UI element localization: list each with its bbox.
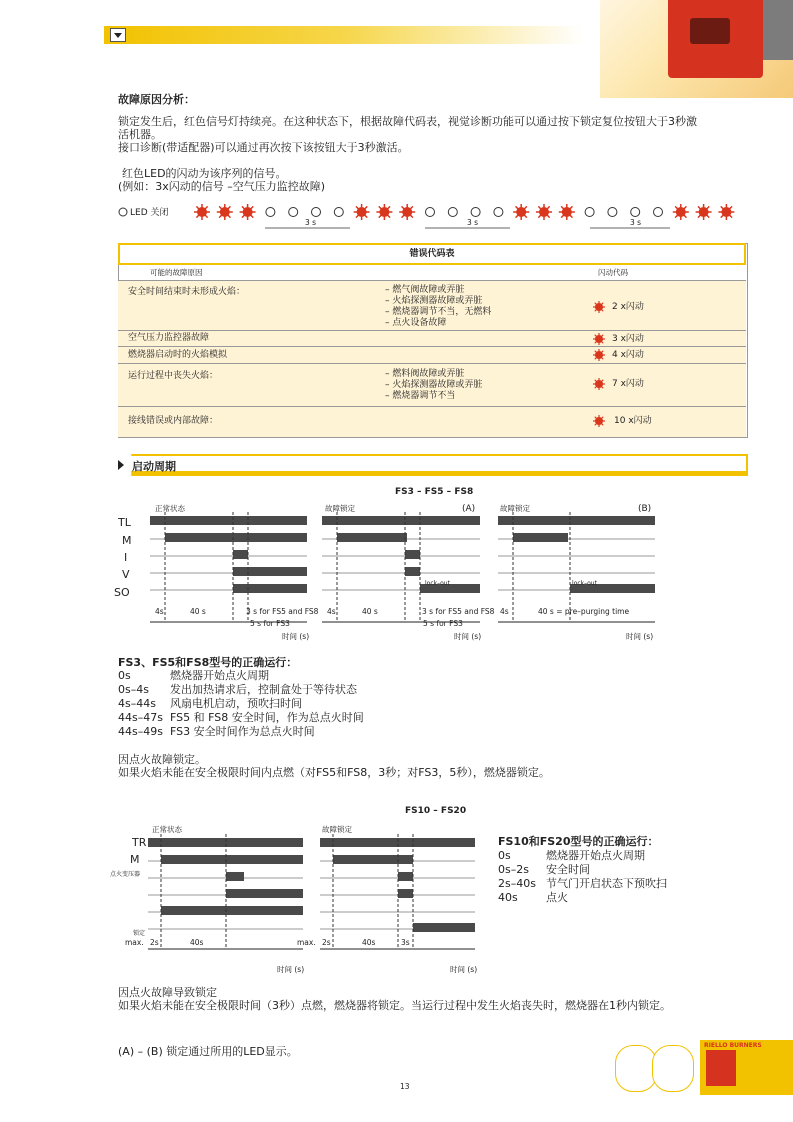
led-flash-icon	[536, 204, 552, 220]
list-item	[498, 849, 758, 863]
decor-bubble	[652, 1045, 694, 1092]
table-row	[118, 330, 746, 347]
list-time: 0s	[498, 849, 511, 862]
fs3-list	[118, 669, 518, 739]
col-code: 闪动代码	[598, 268, 628, 277]
timing-diagram-3	[320, 834, 490, 954]
row-label-m2: M	[130, 853, 140, 866]
panel-label: 正常状态	[152, 825, 182, 834]
section-bar-inner	[128, 456, 746, 471]
row-cause: 接线错误或内部故障：	[128, 416, 219, 426]
time-40s: 40 s	[190, 607, 206, 616]
row-detail: – 燃烧器调节不当	[385, 391, 456, 401]
led-flash-icon	[593, 301, 605, 313]
row-code: 10 x闪动	[614, 416, 652, 426]
timing-diagram-2	[148, 834, 318, 954]
fs10-title: FS10和FS20型号的正确运行：	[498, 835, 659, 848]
led-off-label: LED 关闭	[130, 208, 169, 218]
list-item	[118, 697, 518, 711]
list-item	[118, 683, 518, 697]
lockout-label: lock–out	[425, 580, 450, 587]
time-40s-pre: 40 s = pre–purging time	[538, 607, 630, 616]
led-off-icon	[289, 208, 298, 217]
lockout-label: lock–out	[572, 580, 597, 587]
timing-diagram-1	[150, 512, 660, 637]
panel-label: 正常状态	[155, 504, 185, 513]
fault-analysis-para2-l1: 红色LED的闪动为该序列的信号。	[122, 167, 287, 180]
list-desc: FS5 和 FS8 安全时间，作为总点火时间	[170, 711, 364, 724]
led-off-icon	[608, 208, 617, 217]
list-time: 44s–49s	[118, 725, 163, 738]
led-off-icon	[448, 208, 457, 217]
led-off-icon	[585, 208, 594, 217]
led-off-icon	[334, 208, 343, 217]
time-4s: 4s	[155, 607, 164, 616]
led-flash-icon	[593, 378, 605, 390]
row-label-lockout: 锁定	[133, 930, 146, 937]
footnote: (A) – (B) 锁定通过所用的LED显示。	[118, 1045, 298, 1058]
time-axis: 时间 (s)	[450, 965, 478, 974]
error-table-title: 错误代码表	[409, 249, 455, 259]
list-desc: FS3 安全时间作为总点火时间	[170, 725, 315, 738]
panel-label: 故障锁定	[500, 504, 530, 513]
lockout2-text: 如果火焰未能在安全极限时间（3秒）点燃，燃烧器将锁定。当运行过程中发生火焰丧失时，燃烧器在1秒内锁定。	[118, 999, 671, 1012]
d2-max: max.	[125, 938, 144, 947]
diagram1-title: FS3 – FS5 – FS8	[395, 487, 474, 497]
list-time: 0s–2s	[498, 863, 529, 876]
led-off-icon	[494, 208, 503, 217]
time-axis: 时间 (s)	[454, 632, 482, 641]
lockout-title: 因点火故障锁定。	[118, 753, 206, 766]
row-detail: – 燃气阀故障或弄脏	[385, 285, 465, 295]
interval-label-1: 3 s	[305, 218, 317, 227]
led-flash-icon	[240, 204, 256, 220]
time-axis: 时间 (s)	[277, 965, 305, 974]
fs3-title: FS3、FS5和FS8型号的正确运行：	[118, 656, 298, 669]
time-3s-note: 3 s for FS5 and FS8	[246, 607, 319, 616]
section-title: 启动周期	[132, 460, 176, 473]
list-item	[498, 891, 758, 905]
list-time: 40s	[498, 891, 518, 904]
list-item	[498, 863, 758, 877]
diagram2-title: FS10 – FS20	[405, 806, 467, 816]
led-flash-icon	[673, 204, 689, 220]
list-desc: 安全时间	[546, 863, 590, 876]
code-star-icons	[590, 280, 610, 440]
led-flash-icon	[593, 415, 605, 427]
list-time: 44s–47s	[118, 711, 163, 724]
row-label-tl: TL	[118, 516, 131, 529]
list-item	[118, 669, 518, 683]
led-flash-icon	[354, 204, 370, 220]
list-time: 0s	[118, 669, 131, 682]
time-5s-note: 5 s for FS3	[250, 619, 290, 628]
row-code: 4 x闪动	[612, 350, 644, 360]
list-desc: 燃烧器开始点火周期	[546, 849, 645, 862]
led-off-icon	[654, 208, 663, 217]
led-flash-icon	[399, 204, 415, 220]
header-bar	[104, 26, 584, 44]
row-cause: 运行过程中丧失火焰：	[128, 371, 219, 381]
section-arrow-icon	[118, 460, 124, 470]
d2-2s: 2s	[150, 938, 159, 947]
time-4s: 4s	[327, 607, 336, 616]
d2-40s: 40s	[362, 938, 376, 947]
row-code: 2 x闪动	[612, 302, 644, 312]
led-flash-icon	[718, 204, 734, 220]
col-cause: 可能的故障原因	[150, 268, 203, 277]
led-flash-icon	[376, 204, 392, 220]
fault-analysis-para1-l1: 锁定发生后，红色信号灯持续亮。在这种状态下，根据故障代码表，视觉诊断功能可以通过按下锁定复位按钮大于3秒激	[118, 115, 697, 128]
row-label-tr: TR	[132, 836, 147, 849]
fault-analysis-para1-l2: 活机器。	[118, 128, 162, 141]
led-flash-icon	[513, 204, 529, 220]
led-off-icon	[312, 208, 321, 217]
fault-analysis-para1-l3: 接口诊断(带适配器)可以通过再次按下该按钮大于3秒激活。	[118, 141, 409, 154]
row-label-so: SO	[114, 586, 130, 599]
led-off-icon	[631, 208, 640, 217]
list-item	[118, 711, 518, 725]
time-5s-note: 5 s for FS3	[423, 619, 463, 628]
list-desc: 点火	[546, 891, 568, 904]
time-40s: 40 s	[362, 607, 378, 616]
d2-max: max.	[297, 938, 316, 947]
burner-pipe	[763, 0, 793, 60]
list-desc: 节气门开启状态下预吹扫	[546, 877, 667, 890]
list-time: 4s–44s	[118, 697, 156, 710]
fault-analysis-para2-l2: (例如：3x闪动的信号 –空气压力监控故障)	[118, 180, 326, 193]
time-axis: 时间 (s)	[626, 632, 654, 641]
d2-2s: 2s	[322, 938, 331, 947]
d2-40s: 40s	[190, 938, 204, 947]
row-cause: 燃烧器启动时的火焰模拟	[128, 350, 228, 360]
list-desc: 发出加热请求后，控制盒处于等待状态	[170, 683, 357, 696]
row-detail: – 点火设备故障	[385, 318, 447, 328]
row-cause: 安全时间结束时未形成火焰：	[128, 287, 246, 297]
row-label-v: V	[122, 568, 130, 581]
lockout2-title: 因点火故障导致锁定	[118, 986, 217, 999]
list-time: 2s–40s	[498, 877, 536, 890]
list-item	[118, 725, 518, 739]
row-detail: – 燃烧器调节不当，无燃料	[385, 307, 492, 317]
list-desc: 风扇电机启动，预吹扫时间	[170, 697, 302, 710]
list-item	[498, 877, 758, 891]
row-label-m: M	[122, 534, 132, 547]
led-flash-icon	[696, 204, 712, 220]
led-flash-icon	[559, 204, 575, 220]
row-label-i: I	[124, 551, 128, 564]
panel-tag-b: (B)	[638, 504, 652, 514]
led-flash-icon	[217, 204, 233, 220]
led-flash-icon	[593, 333, 605, 345]
row-code: 3 x闪动	[612, 334, 644, 344]
dropdown-arrow-icon[interactable]	[110, 28, 126, 42]
row-label-ignition: 点火变压器	[110, 871, 141, 878]
led-off-icon	[426, 208, 435, 217]
page-number: 13	[400, 1082, 410, 1091]
decor-bubble	[615, 1045, 657, 1092]
d2-3s: 3s	[401, 938, 410, 947]
list-time: 0s–4s	[118, 683, 149, 696]
time-3s-note: 3 s for FS5 and FS8	[422, 607, 495, 616]
led-flash-icon	[593, 349, 605, 361]
burner-cap	[690, 18, 730, 44]
panel-label: 故障锁定	[322, 825, 352, 834]
lockout-text: 如果火焰未能在安全极限时间内点燃（对FS5和FS8，3秒；对FS3，5秒），燃烧器锁定。	[118, 766, 550, 779]
row-detail: – 燃料阀故障或弄脏	[385, 369, 465, 379]
row-detail: – 火焰探测器故障或弄脏	[385, 380, 483, 390]
led-flash-icon	[194, 204, 210, 220]
interval-label-2: 3 s	[467, 218, 479, 227]
fs10-list	[498, 849, 758, 905]
row-detail: – 火焰探测器故障或弄脏	[385, 296, 483, 306]
interval-label-3: 3 s	[630, 218, 642, 227]
led-off-icon	[471, 208, 480, 217]
row-cause: 空气压力监控器故障	[128, 333, 210, 343]
time-4s: 4s	[500, 607, 509, 616]
brand-logo	[706, 1050, 736, 1086]
panel-tag-a: (A)	[462, 504, 476, 514]
led-off-icon	[266, 208, 275, 217]
row-code: 7 x闪动	[612, 379, 644, 389]
list-desc: 燃烧器开始点火周期	[170, 669, 269, 682]
panel-label: 故障锁定	[325, 504, 355, 513]
brand-logo-text: RIELLO BURNERS	[704, 1042, 762, 1049]
time-axis: 时间 (s)	[282, 632, 310, 641]
fault-analysis-title: 故障原因分析：	[118, 93, 195, 106]
